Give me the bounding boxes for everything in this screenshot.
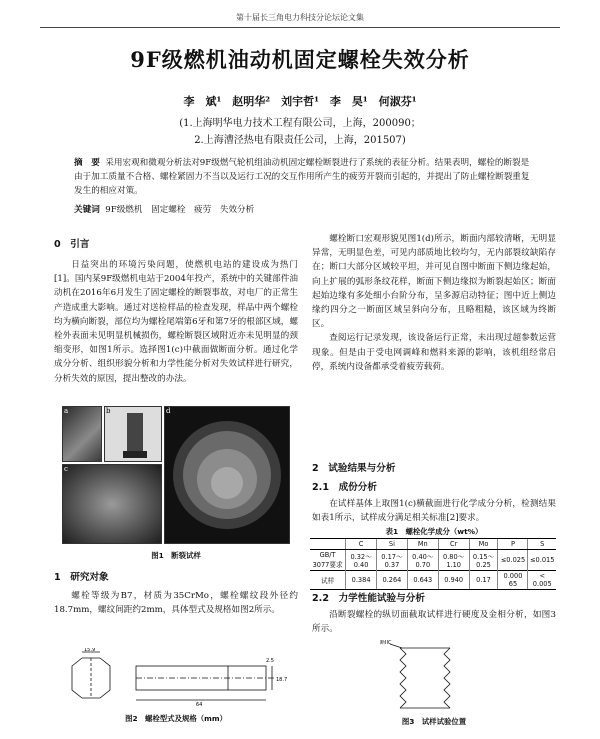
paper-title: 9F级燃机油动机固定螺栓失效分析 [130, 47, 470, 72]
table-cell: ≤0.015 [528, 550, 556, 571]
section-2-heading: 2 试验结果与分析 [312, 463, 396, 474]
intro-paragraph [54, 258, 298, 386]
keywords [74, 203, 530, 215]
affiliation-2: 2.上海漕泾热电有限责任公司，上海，201507) [194, 135, 406, 146]
table-cell: 0.264 [377, 571, 408, 590]
abstract [74, 156, 530, 198]
fig1-photo-d [164, 406, 290, 544]
fig2-dim-64: 64 [196, 702, 203, 708]
fig1-label-c: c [64, 465, 68, 473]
section-2-2-paragraph [312, 608, 556, 636]
abstract-text: 采用宏观和微观分析法对9F级燃气轮机组油动机固定螺栓断裂进行了系统的表征分析。结果表明，螺栓的断裂是由于加工质量不合格、螺栓紧固力不当以及运行工况的交互作用所产生的疲劳开裂而引起的，并提出了防止螺栓断裂重复发生的相应对策。 [74, 158, 530, 196]
keywords-text: 9F级燃机 固定螺栓 疲劳 失效分析 [105, 205, 255, 215]
table-cell: < 0.005 [528, 571, 556, 590]
section-2-2-heading: 2.2 力学性能试验与分析 [312, 593, 425, 604]
section-2-2-text: 沿断裂螺栓的纵切面截取试样进行硬度及金相分析，如图3所示。 [312, 610, 556, 635]
table-cell: 0.80～1.10 [438, 550, 469, 571]
section-2-1-text: 在试样基体上取图1(c)横截面进行化学成分分析，检测结果如表1所示，试样成分满足相关标准[2]要求。 [312, 499, 556, 524]
section-2-1-heading: 2.1 成份分析 [312, 482, 377, 493]
table1-header: P [498, 539, 528, 550]
fig1-photo-b [104, 406, 162, 462]
table-cell: 0.940 [438, 571, 469, 590]
affiliation-1: (1.上海明华电力技术工程有限公司，上海，200090； [179, 118, 421, 129]
table1-header [310, 539, 346, 550]
section-1-paragraph [54, 589, 298, 617]
fig2-dim-2-5: 2.5 [266, 658, 274, 664]
table1-header: Mn [407, 539, 438, 550]
table-cell: 0.000 65 [498, 571, 528, 590]
table-cell: 0.15～0.25 [469, 550, 498, 571]
abstract-label: 摘 要 [74, 158, 100, 168]
table-cell: 0.17～0.37 [377, 550, 408, 571]
fig1-fracture-surface [165, 407, 289, 543]
fig2-dim-15-9: 15.9 [84, 648, 96, 653]
table1-chemical-composition [310, 538, 556, 590]
fig2-bolt-drawing [58, 648, 294, 708]
table1-header: Cr [438, 539, 469, 550]
fig1-label-b: b [106, 407, 111, 415]
table-cell: 0.643 [407, 571, 438, 590]
table1-header-row [310, 539, 556, 550]
table-cell: 0.384 [346, 571, 377, 590]
table1-caption: 表1 螺栓化学成分（wt%） [385, 527, 483, 536]
header-rule [40, 27, 560, 28]
fracture-description [312, 232, 556, 374]
fig3-caption: 图3 试样试验位置 [401, 717, 467, 726]
fig2-dim-18-7: 18.7 [276, 677, 288, 683]
keywords-label: 关键词 [74, 205, 100, 215]
section-1-heading: 1 研究对象 [54, 572, 109, 583]
fig1-caption: 图1 断裂试样 [151, 551, 201, 560]
table1-header: S [528, 539, 556, 550]
table1-header: Mo [469, 539, 498, 550]
fig1-label-a: a [64, 407, 69, 415]
table-row [310, 571, 556, 590]
intro-text: 日益突出的环境污染问题，使燃机电站的建设成为热门[1]。国内某9F级燃机电站于2004年投产，系统中的关键部件油动机在2016年6月发生了固定螺栓的断裂事故，对电厂的正常生产造成重大影响。通过对送检样品的检查发现，样品中两个螺栓均为横向断裂，部位均为螺栓尾端第6牙和第7牙的根部区域，螺栓外表面未见明显机械损伤，螺栓断裂区域附近亦未见明显的颈缩变形，如图1所示。选择图1(c)中截面做断面分析。通过化学成分分析、组织形貌分析和力学性能分析对失效试样进行研究，分析失效的原因，提出整改的办法。 [54, 260, 298, 384]
section-2-1-paragraph [312, 497, 556, 525]
operation-record-text: 查阅运行记录发现，该设备运行正常，未出现过超参数运营现象。但是由于受电网调峰和燃料来源的影响，该机组经常启停，系统内设备都承受着疲劳载荷。 [312, 333, 556, 372]
section-1-text: 螺栓等级为B7，材质为35CrMo，螺栓螺纹段外径约18.7mm，螺纹间距约2mm，具体型式及规格如图2所示。 [54, 591, 298, 616]
table-cell: 试样 [310, 571, 346, 590]
fig1-photo-c [62, 464, 162, 544]
table-cell: ≤0.025 [498, 550, 528, 571]
table-cell: 0.40～0.70 [407, 550, 438, 571]
intro-heading: 0 引言 [54, 239, 90, 250]
running-header: 第十届长三角电力科技分论坛论文集 [236, 13, 364, 22]
table1-header: C [346, 539, 377, 550]
table-cell: 0.17 [469, 571, 498, 590]
fig3-specimen-drawing [380, 640, 480, 712]
table1-header: Si [377, 539, 408, 550]
table-cell: GB/T 3077要求 [312, 551, 343, 569]
fracture-description-text: 螺栓断口宏观形貌见图1(d)所示，断面内部较清晰，无明显异常，无明显色差，可见内部质地比较均匀，无内部裂纹缺陷存在；断口大部分区域较平坦，并可见自图中断面下侧边缘起始，向上扩展的弧形条纹花样，断面下侧边缘拟为断裂起始区；断面起始边缘有多处细小台阶分布，呈多源启动特征；图中近上侧边缘约四分之一断面区域呈斜向分布，且略粗糙，该区域为终断区。 [312, 234, 556, 330]
author-list: 李 斌¹ 赵明华² 刘宇哲¹ 李 昊¹ 何淑芬¹ [183, 95, 417, 108]
table-cell: 0.32～0.40 [346, 550, 377, 571]
fig1-label-d: d [166, 407, 171, 415]
fig1-bolt-drawing [105, 407, 161, 461]
fig3-label: 断IIC [380, 640, 392, 646]
table-row [310, 550, 556, 571]
fig2-caption: 图2 螺栓型式及规格（mm） [125, 714, 227, 723]
